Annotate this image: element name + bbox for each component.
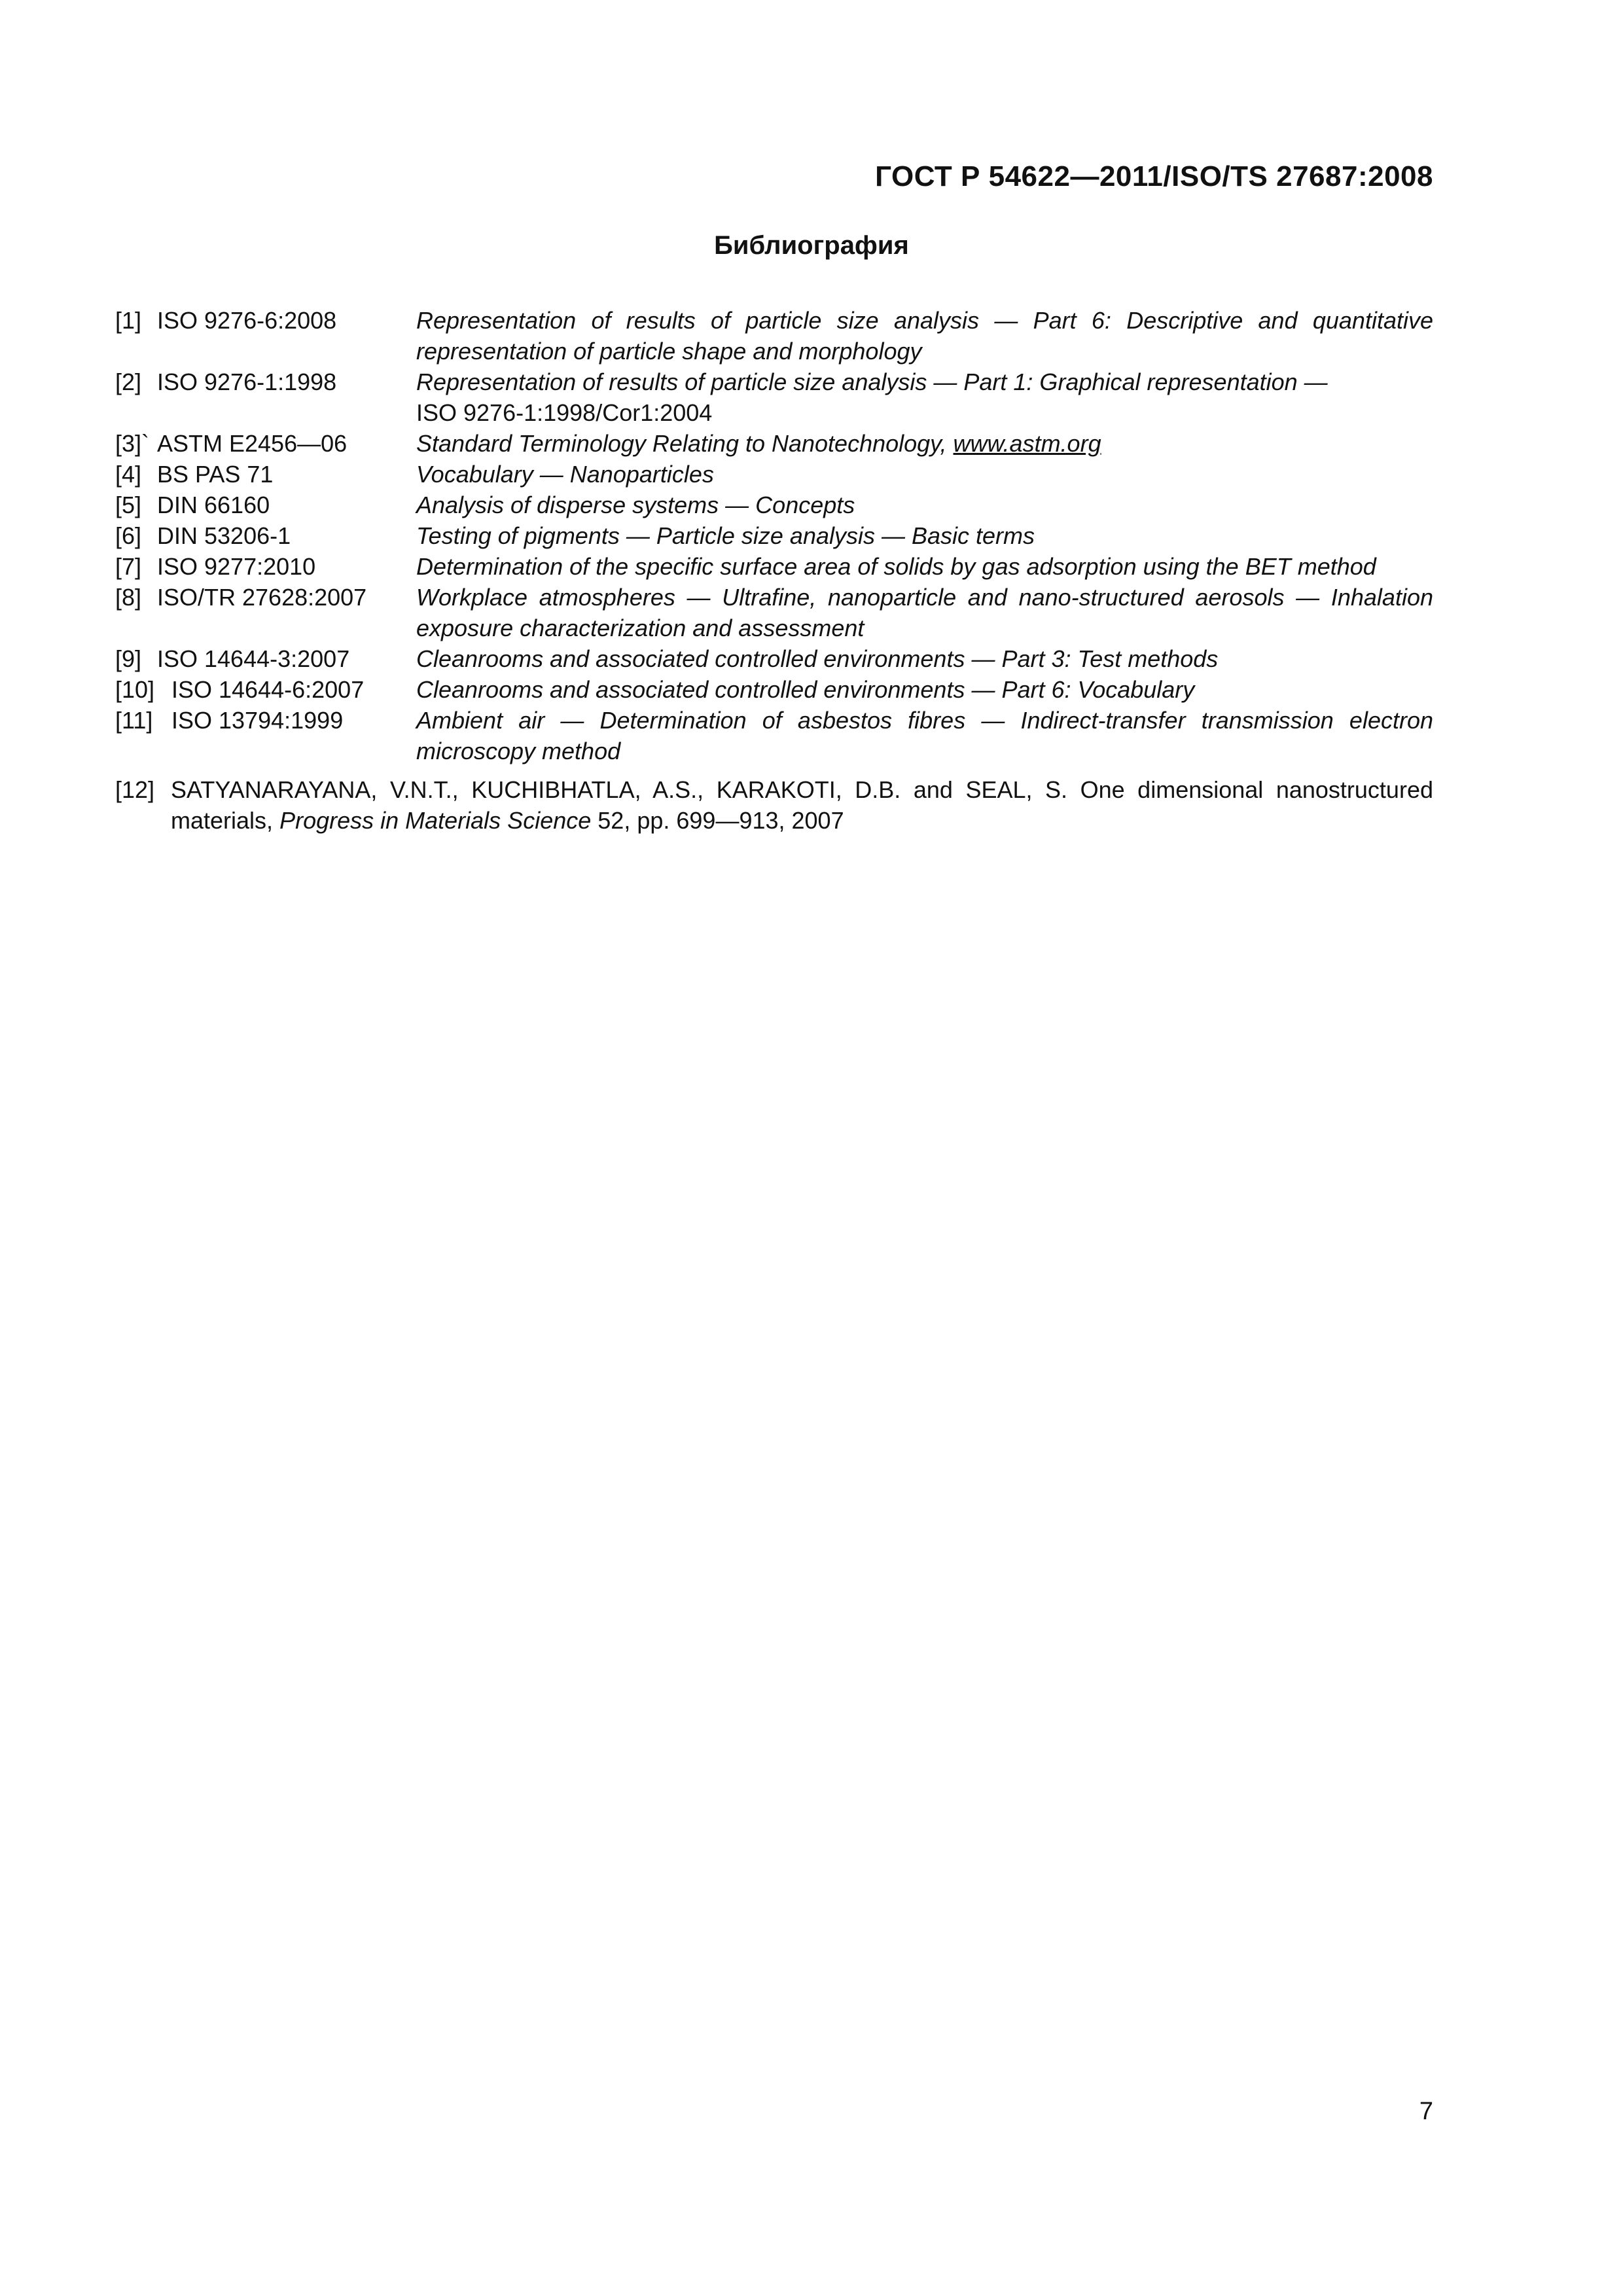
bibliography-entry (115, 367, 1433, 428)
entry-standard-code: ISO 9277:2010 (157, 553, 316, 580)
bibliography-entry (115, 459, 1433, 490)
bibliography-entry (115, 428, 1433, 459)
page-number: 7 (1419, 2098, 1433, 2125)
bibliography-title: Библиография (714, 231, 909, 260)
bibliography-entry (115, 551, 1433, 582)
entry-title: Determination of the specific surface area of solids by gas adsorption using the BET method (416, 553, 1376, 580)
bibliography-entry (115, 520, 1433, 551)
entry-number: [12] (115, 776, 155, 803)
entry-number: [3]` (115, 430, 150, 457)
entry-standard-code: DIN 66160 (157, 492, 270, 518)
entry-standard-code: ISO 9276-6:2008 (157, 307, 337, 334)
bibliography-entry (115, 643, 1433, 674)
entry-number: [5] (115, 492, 142, 518)
entry-number: [6] (115, 522, 142, 549)
article-authors: SATYANARAYANA, V.N.T., KUCHIBHATLA, A.S., KARAKOTI, D.B. and SEAL, S. One dimensional nanostructured materials, (171, 776, 1433, 834)
entry-number: [7] (115, 553, 142, 580)
entry-title: Representation of results of particle size analysis — Part 6: Descriptive and quantitative representation of particle shape and morphology (416, 307, 1433, 365)
entry-title: Testing of pigments — Particle size analysis — Basic terms (416, 522, 1035, 549)
bibliography-list (115, 305, 1433, 836)
bibliography-entry (115, 674, 1433, 705)
entry-corrigendum: ISO 9276-1:1998/Cor1:2004 (416, 399, 713, 426)
entry-title-block (416, 428, 1433, 459)
bibliography-entry-article (115, 774, 1433, 836)
entry-title: Cleanrooms and associated controlled environments — Part 6: Vocabulary (416, 676, 1195, 703)
bibliography-entry (115, 490, 1433, 520)
entry-standard-code: ISO 14644-6:2007 (171, 676, 365, 703)
entry-number: [10] (115, 676, 155, 703)
entry-standard-code: ISO/TR 27628:2007 (157, 584, 367, 611)
bibliography-entry (115, 305, 1433, 367)
entry-title: Vocabulary — Nanoparticles (416, 461, 714, 488)
bibliography-entry (115, 705, 1433, 766)
entry-title: Representation of results of particle size analysis — Part 1: Graphical representation — (416, 368, 1328, 395)
entry-title: Analysis of disperse systems — Concepts (416, 492, 855, 518)
entry-number: [2] (115, 368, 142, 395)
entry-number: [4] (115, 461, 142, 488)
entry-standard-code: BS PAS 71 (157, 461, 274, 488)
bibliography-entry (115, 582, 1433, 643)
entry-standard-code: ASTM E2456—06 (157, 430, 348, 457)
entry-standard-code: DIN 53206-1 (157, 522, 291, 549)
entry-title: Standard Terminology Relating to Nanotechnology, (416, 430, 947, 457)
document-code-header: ГОСТ Р 54622—2011/ISO/TS 27687:2008 (875, 160, 1433, 192)
entry-number: [1] (115, 307, 142, 334)
entry-title: Cleanrooms and associated controlled environments — Part 3: Test methods (416, 645, 1219, 672)
entry-standard-code: ISO 9276-1:1998 (157, 368, 337, 395)
entry-standard-code: ISO 13794:1999 (171, 707, 344, 734)
entry-standard-code: ISO 14644-3:2007 (157, 645, 350, 672)
entry-number: [8] (115, 584, 142, 611)
article-journal: Progress in Materials Science (279, 807, 592, 834)
astm-website-link[interactable]: www.astm.org (953, 430, 1101, 457)
article-details: 52, pp. 699—913, 2007 (597, 807, 844, 834)
entry-title: Ambient air — Determination of asbestos fibres — Indirect-transfer transmission electron microscopy method (416, 707, 1433, 764)
entry-number: [9] (115, 645, 142, 672)
entry-title: Workplace atmospheres — Ultrafine, nanoparticle and nano-structured aerosols — Inhalation exposure characterization and assessment (416, 584, 1433, 641)
entry-title-block (416, 367, 1433, 428)
entry-number: [11] (115, 707, 153, 734)
